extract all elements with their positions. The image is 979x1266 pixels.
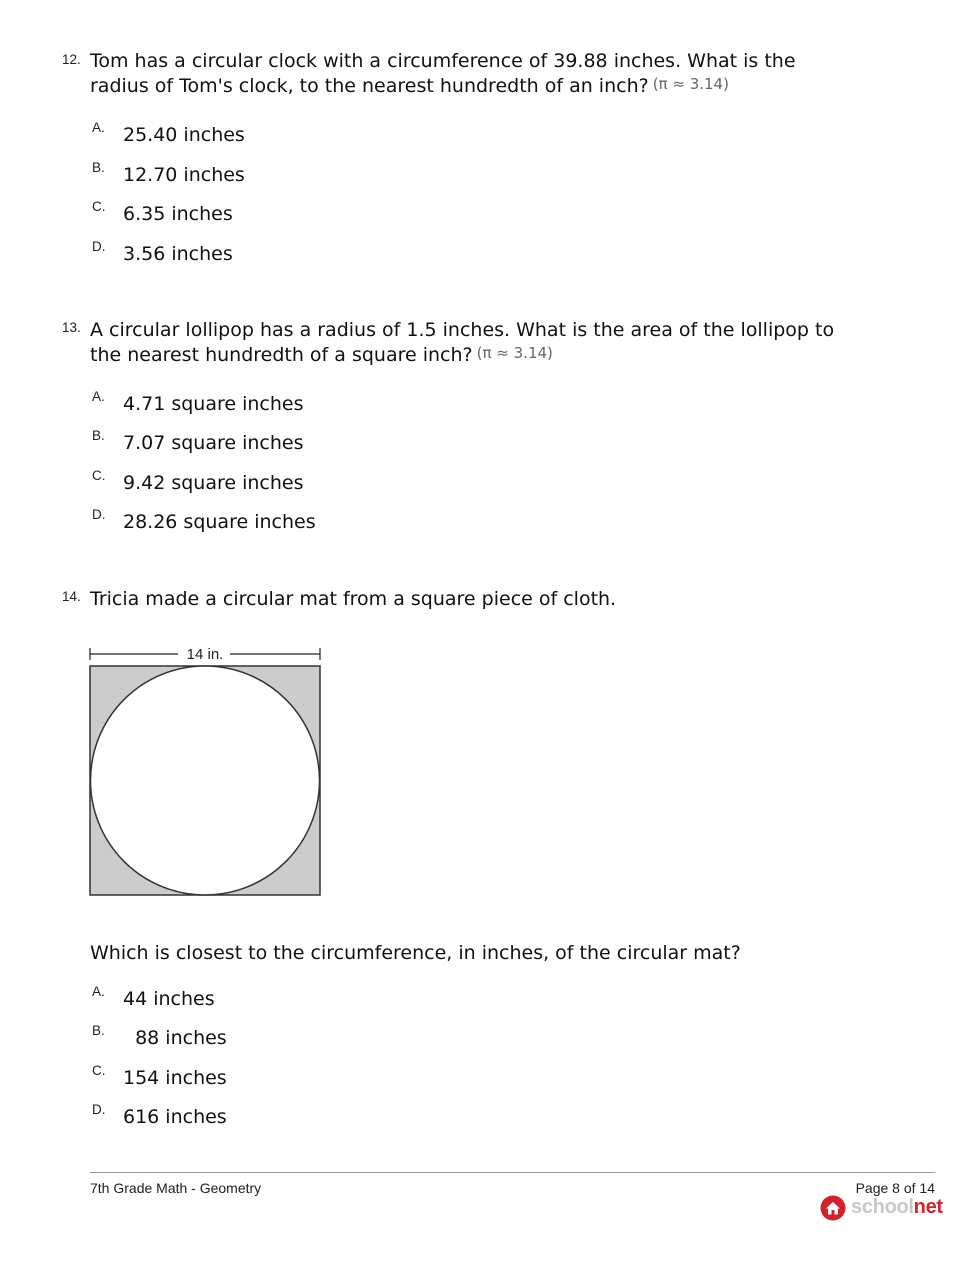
choice-text: 616 inches <box>123 1106 227 1128</box>
choice-letter: B. <box>92 1023 105 1038</box>
question-followup: Which is closest to the circumference, in inches, of the circular mat? <box>90 942 741 964</box>
choice-text: 25.40 inches <box>123 124 245 146</box>
dimension-label: 14 in. <box>186 646 224 663</box>
choice-letter: C. <box>92 199 106 214</box>
question-text: Tricia made a circular mat from a square piece of cloth. <box>90 588 617 610</box>
choice-text: 7.07 square inches <box>123 432 304 454</box>
choice-text: 3.56 inches <box>123 243 233 265</box>
choice-text: 154 inches <box>123 1067 227 1089</box>
choice-text: 4.71 square inches <box>123 393 304 415</box>
choice-letter: B. <box>92 160 105 175</box>
question-prompt: A circular lollipop has a radius of 1.5 inches. What is the area of the lollipop to the nearest hundredth of a square inch? <box>90 319 835 366</box>
choice-text: 6.35 inches <box>123 203 233 225</box>
logo-suffix: net <box>913 1196 943 1218</box>
choice-text: 88 inches <box>123 1027 227 1049</box>
logo-wordmark <box>851 1194 943 1220</box>
choice-letter: A. <box>92 120 105 135</box>
house-icon <box>820 1195 846 1221</box>
schoolnet-logo <box>820 1194 943 1222</box>
question-number: 12. <box>62 52 81 67</box>
footer-page-number: Page 8 of 14 <box>855 1180 935 1196</box>
footer-divider <box>90 1172 935 1173</box>
choice-letter: C. <box>92 1063 106 1078</box>
choice-letter: A. <box>92 389 105 404</box>
question-number: 14. <box>62 589 81 604</box>
choice-text: 28.26 square inches <box>123 511 316 533</box>
choice-text: 44 inches <box>123 988 215 1010</box>
circle-in-square-diagram <box>86 640 326 900</box>
choice-letter: C. <box>92 468 106 483</box>
pi-approximation-note: (π ≈ 3.14) <box>652 75 729 93</box>
question-text <box>90 319 850 367</box>
question-text <box>90 50 850 98</box>
circular-mat <box>91 666 320 895</box>
choice-letter: D. <box>92 1102 106 1117</box>
footer-course-title: 7th Grade Math - Geometry <box>90 1180 262 1196</box>
question-prompt: Tom has a circular clock with a circumference of 39.88 inches. What is the radius of Tom's clock, to the nearest hundredth of an inch? <box>90 50 796 97</box>
question-number: 13. <box>62 320 81 335</box>
choice-letter: D. <box>92 507 106 522</box>
choice-text: 12.70 inches <box>123 164 245 186</box>
pi-approximation-note: (π ≈ 3.14) <box>476 344 553 362</box>
choice-letter: D. <box>92 239 106 254</box>
square-with-circle-figure <box>86 640 326 900</box>
choice-text: 9.42 square inches <box>123 472 304 494</box>
choice-letter: B. <box>92 428 105 443</box>
choice-letter: A. <box>92 984 105 999</box>
logo-prefix: school <box>851 1196 914 1218</box>
